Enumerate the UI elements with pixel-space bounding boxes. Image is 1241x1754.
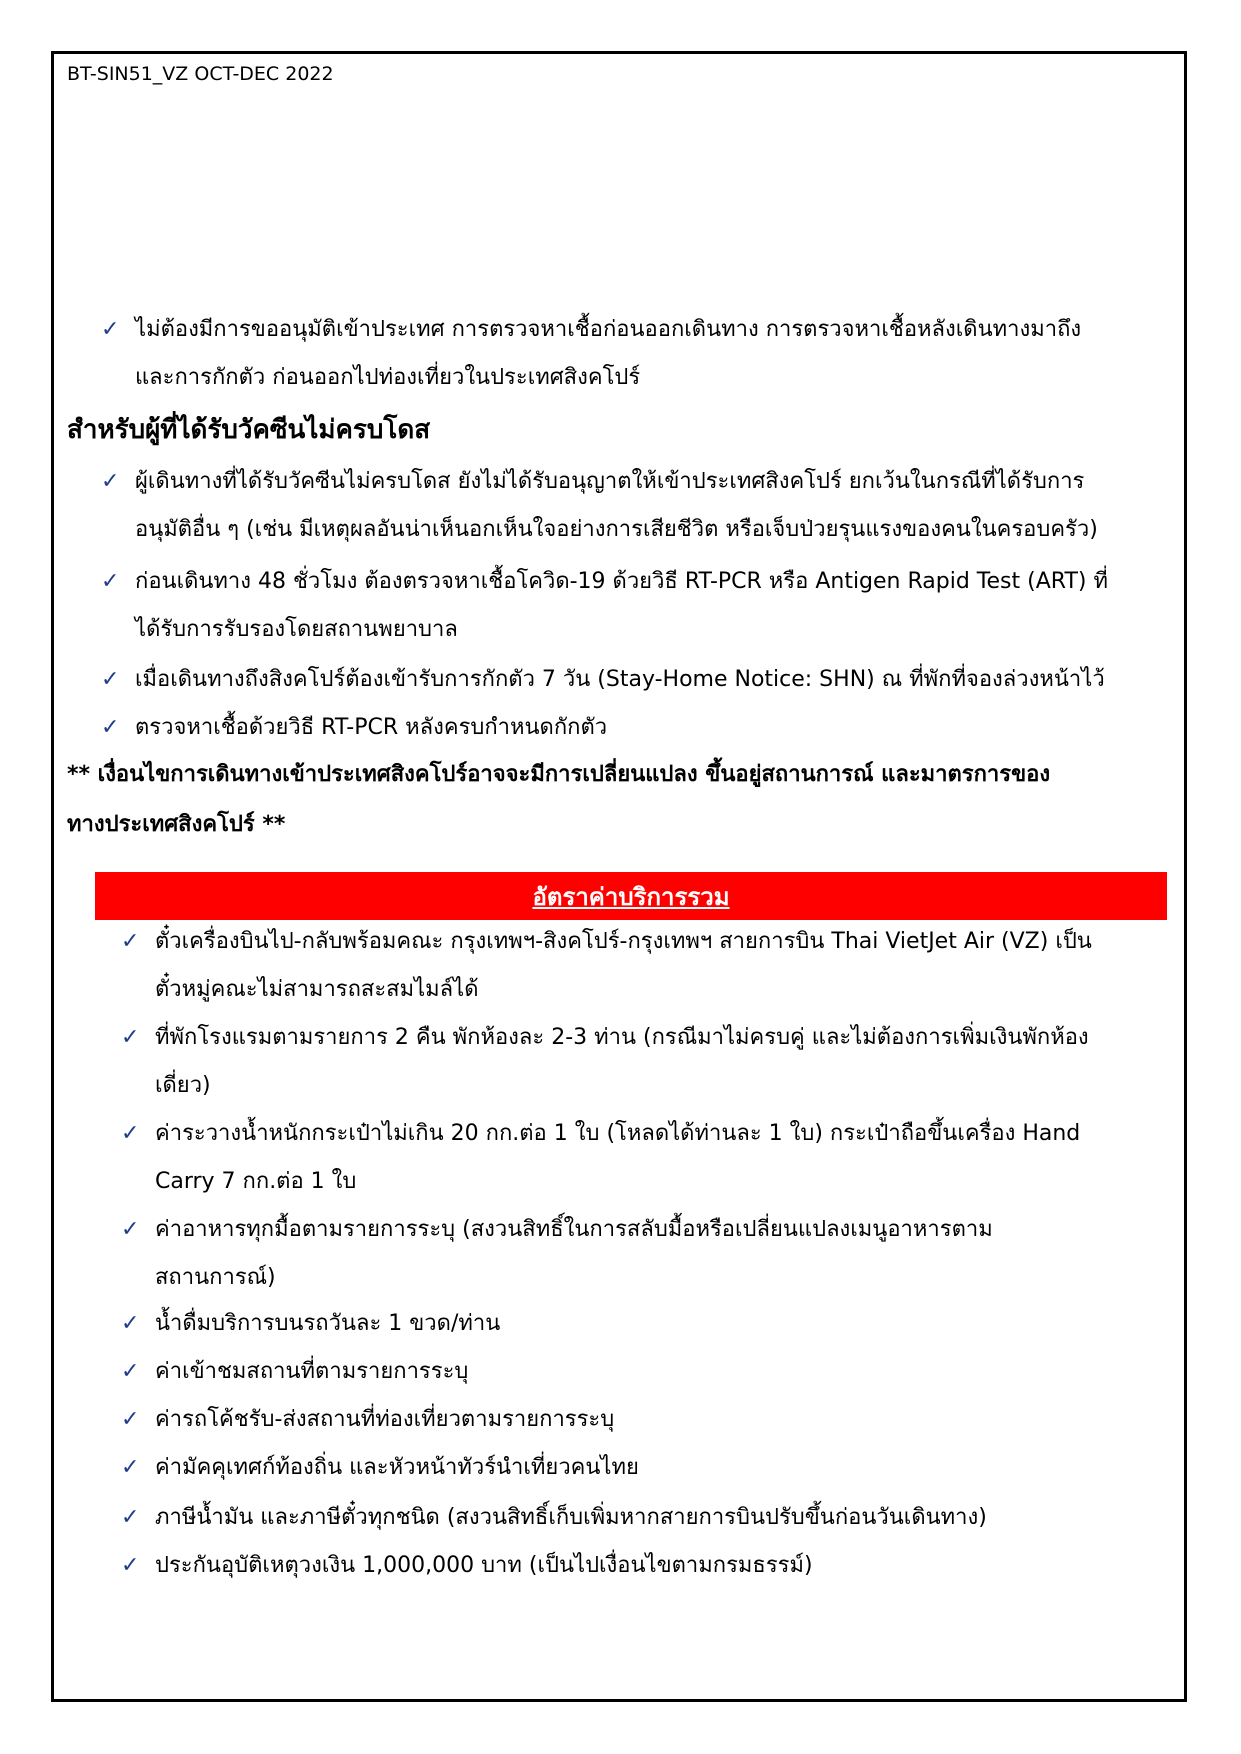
list-item: ✓ ค่าระวางน้ำหนักกระเป๋าไม่เกิน 20 กก.ต่อ 1 ใบ (โหลดได้ท่านละ 1 ใบ) กระเป๋าถือขึ้นเครื่อง Hand Carry 7 กก.ต่อ 1 ใบ [121, 1110, 1080, 1206]
document-code: BT-SIN51_VZ OCT-DEC 2022 [67, 63, 334, 85]
travel-notice: ** เงื่อนไขการเดินทางเข้าประเทศสิงคโปร์อาจจะมีการเปลี่ยนแปลง ขึ้นอยู่สถานการณ์ และมาตรการของ ทางประเทศสิงคโปร์ ** [67, 762, 1051, 837]
list-item: ✓ ไม่ต้องมีการขออนุมัติเข้าประเทศ การตรวจหาเชื้อก่อนออกเดินทาง การตรวจหาเชื้อหลังเดินทางมาถึง และการกักตัว ก่อนออกไปท่องเที่ยวในประเทศสิงคโปร์ [101, 306, 1081, 402]
list-item: ✓ ค่ารถโค้ชรับ-ส่งสถานที่ท่องเที่ยวตามรายการระบุ [121, 1396, 614, 1444]
checkmark-icon: ✓ [101, 667, 120, 692]
checkmark-icon: ✓ [121, 1311, 140, 1336]
checkmark-icon: ✓ [101, 569, 120, 594]
checkmark-icon: ✓ [121, 1025, 140, 1050]
checkmark-icon: ✓ [121, 1407, 140, 1432]
checkmark-icon: ✓ [121, 1455, 140, 1480]
checkmark-icon: ✓ [101, 469, 120, 494]
checkmark-icon: ✓ [121, 1553, 140, 1578]
rates-title: อัตราค่าบริการรวม [532, 882, 730, 911]
section-heading: สำหรับผู้ที่ได้รับวัคซีนไม่ครบโดส [67, 415, 431, 445]
list-item: ✓ ตรวจหาเชื้อด้วยวิธี RT-PCR หลังครบกำหนดกักตัว [101, 704, 607, 752]
list-item: ✓ เมื่อเดินทางถึงสิงคโปร์ต้องเข้ารับการกักตัว 7 วัน (Stay-Home Notice: SHN) ณ ที่พักที่จองล่วงหน้าไว้ [101, 656, 1105, 704]
rates-title-bar [95, 872, 1167, 920]
checkmark-icon: ✓ [121, 929, 140, 954]
checkmark-icon: ✓ [101, 317, 120, 342]
checkmark-icon: ✓ [121, 1359, 140, 1384]
list-item: ✓ ค่ามัคคุเทศก์ท้องถิ่น และหัวหน้าทัวร์นำเที่ยวคนไทย [121, 1444, 639, 1492]
list-item: ✓ ภาษีน้ำมัน และภาษีตั๋วทุกชนิด (สงวนสิทธิ์เก็บเพิ่มหากสายการบินปรับขึ้นก่อนวันเดินทาง) [121, 1494, 987, 1542]
checkmark-icon: ✓ [121, 1121, 140, 1146]
checkmark-icon: ✓ [101, 715, 120, 740]
list-item: ✓ ที่พักโรงแรมตามรายการ 2 คืน พักห้องละ 2-3 ท่าน (กรณีมาไม่ครบคู่ และไม่ต้องการเพิ่มเงินพักห้อง เดี่ยว) [121, 1014, 1089, 1110]
list-item: ✓ ผู้เดินทางที่ได้รับวัคซีนไม่ครบโดส ยังไม่ได้รับอนุญาตให้เข้าประเทศสิงคโปร์ ยกเว้นในกรณีที่ได้รับการ อนุมัติอื่น ๆ (เช่น มีเหตุผลอันน่าเห็นอกเห็นใจอย่างการเสียชีวิต หรือเจ็บป่วยรุนแรงของคนในครอบครัว) [101, 458, 1098, 554]
checkmark-icon: ✓ [121, 1505, 140, 1530]
checkmark-icon: ✓ [121, 1217, 140, 1242]
list-item: ✓ ตั๋วเครื่องบินไป-กลับพร้อมคณะ กรุงเทพฯ-สิงคโปร์-กรุงเทพฯ สายการบิน Thai VietJet Air (VZ) เป็น ตั๋วหมู่คณะไม่สามารถสะสมไมล์ได้ [121, 918, 1092, 1014]
list-item: ✓ ประกันอุบัติเหตุวงเงิน 1,000,000 บาท (เป็นไปเงื่อนไขตามกรมธรรม์) [121, 1542, 813, 1590]
list-item: ✓ ค่าเข้าชมสถานที่ตามรายการระบุ [121, 1348, 468, 1396]
list-item: ✓ ก่อนเดินทาง 48 ชั่วโมง ต้องตรวจหาเชื้อโควิด-19 ด้วยวิธี RT-PCR หรือ Antigen Rapid Test (ART) ที่ ได้รับการรับรองโดยสถานพยาบาล [101, 558, 1108, 654]
list-item: ✓ น้ำดื่มบริการบนรถวันละ 1 ขวด/ท่าน [121, 1300, 500, 1348]
list-item: ✓ ค่าอาหารทุกมื้อตามรายการระบุ (สงวนสิทธิ์ในการสลับมื้อหรือเปลี่ยนแปลงเมนูอาหารตาม สถานการณ์) [121, 1206, 993, 1302]
